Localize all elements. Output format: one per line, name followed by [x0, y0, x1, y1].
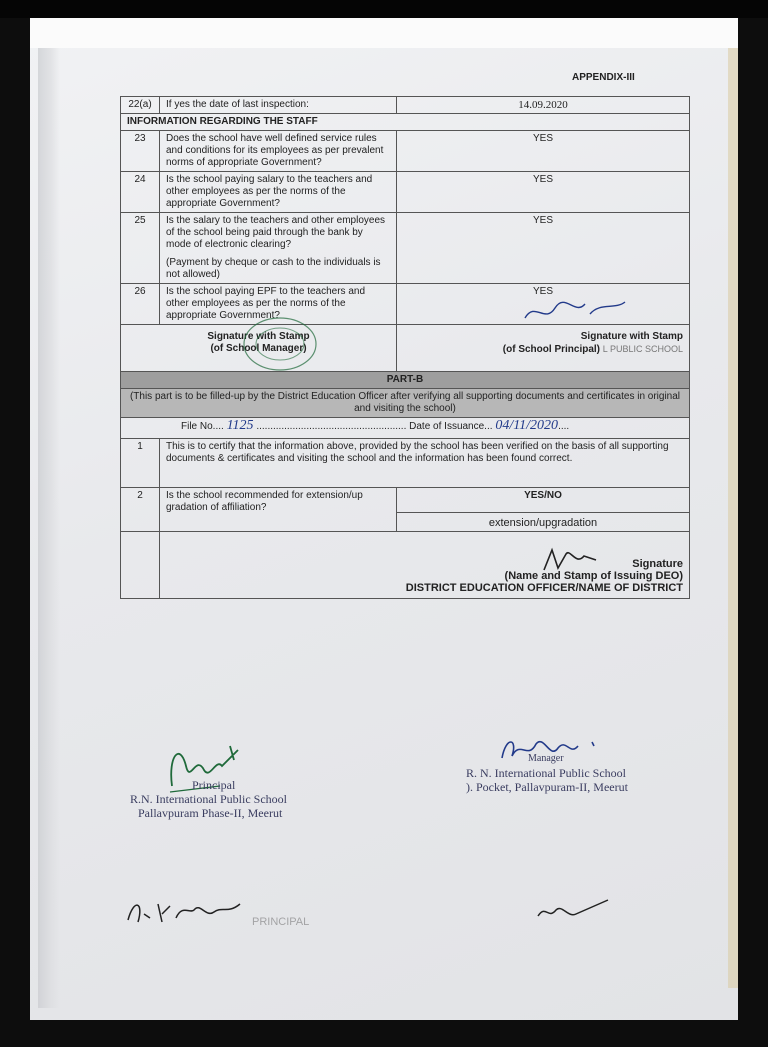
principal-signature-sub: (of School Principal) L PUBLIC SCHOOL	[502, 344, 683, 355]
table-row	[121, 439, 690, 488]
row-question-cell	[160, 213, 397, 284]
image-border-top	[0, 0, 768, 18]
certify-text: This is to certify that the information above, provided by the school has been verified on the basis of all supporting documents & certificates and visiting the school and the information has been found correct.	[160, 439, 690, 488]
row-answer: 14.09.2020	[397, 97, 690, 114]
page-top-edge	[30, 18, 738, 48]
issuance-date-label: Date of Issuance.	[409, 421, 487, 432]
row-number: 25	[121, 213, 160, 284]
deo-signature-row	[121, 532, 690, 599]
row-question: Is the school paying EPF to the teachers and other employees as per the norms of the appropriate Government?	[160, 284, 397, 325]
recommend-answer-detail: extension/upgradation	[397, 512, 689, 529]
table-row	[121, 488, 690, 532]
file-number-row	[121, 418, 690, 439]
issuance-date-value: 04/11/2020	[495, 418, 559, 433]
manager-block	[466, 752, 628, 794]
dk-shaw-signature	[122, 884, 252, 934]
signature-row	[121, 325, 690, 372]
row-answer: YES	[397, 213, 690, 284]
row-question: Is the school paying salary to the teachers and other employees as per the norms of the appropriate Government?	[160, 172, 397, 213]
document-page	[30, 18, 738, 1020]
page-side-strip	[728, 48, 738, 988]
section-header-row	[121, 114, 690, 131]
row-number: 24	[121, 172, 160, 213]
row-question: Does the school have well defined service rules and conditions for its employees as per prevalent norms of appropriate Government?	[160, 131, 397, 172]
recommend-answer-cell	[397, 488, 690, 532]
recommend-answer: YES/NO	[524, 490, 562, 501]
file-number-value: 1125	[226, 418, 254, 433]
stamp-impression	[240, 314, 320, 374]
deo-signature-cell	[160, 532, 690, 599]
table-row	[121, 213, 690, 284]
principal-signature-label: Signature with Stamp	[580, 331, 683, 342]
section-staff-title: INFORMATION REGARDING THE STAFF	[121, 114, 690, 131]
binding-margin	[38, 48, 60, 1008]
deo-signature-label: Signature	[632, 558, 683, 570]
row-answer: YES	[397, 131, 690, 172]
file-number-cell: File No.... 1125 ...................................................... Date of Issuance... 04/11/2020....	[121, 418, 690, 439]
manager-school: R. N. International Public School	[466, 766, 626, 780]
staff-info-table	[120, 96, 690, 599]
part-b-title: PART-B	[121, 372, 690, 389]
table-row	[121, 172, 690, 213]
principal-school: R.N. International Public School	[130, 792, 287, 806]
file-number-label: File No.	[181, 421, 216, 432]
row-answer: YES	[397, 172, 690, 213]
part-b-note: (This part is to be filled-up by the District Education Officer after verifying all supporting documents and certificates in original and visiting the school)	[121, 389, 690, 418]
principal-block	[130, 778, 287, 820]
table-row	[121, 97, 690, 114]
recommend-question: Is the school recommended for extension/up gradation of affiliation?	[160, 488, 397, 532]
part-b-title-row	[121, 372, 690, 389]
appendix-label: APPENDIX-III	[572, 72, 635, 83]
manager-title: Manager	[528, 753, 564, 764]
deo-stamp-label: (Name and Stamp of Issuing DEO)	[504, 570, 683, 582]
manager-address: ). Pocket, Pallavpuram-II, Meerut	[466, 780, 628, 794]
row-question: Is the salary to the teachers and other employees of the school being paid through the bank by mode of electronic clearing?	[166, 215, 386, 250]
row-note: (Payment by cheque or cash to the individuals is not allowed)	[166, 257, 381, 280]
row-number: 1	[121, 439, 160, 488]
part-b-note-row	[121, 389, 690, 418]
manager-signature-label: Signature with Stamp	[207, 331, 310, 342]
principal-signature-scribble	[520, 296, 630, 326]
deo-signature-scribble	[540, 546, 600, 576]
principal-title: Principal	[192, 778, 236, 792]
deo-district-label: DISTRICT EDUCATION OFFICER/NAME OF DISTRICT	[405, 582, 683, 594]
table-row	[121, 131, 690, 172]
faint-principal-stamp: PRINCIPAL	[252, 916, 310, 928]
principal-signature-cell	[397, 325, 690, 372]
bottom-right-scribble	[534, 896, 614, 926]
school-stamp-text: L PUBLIC SCHOOL	[602, 344, 683, 354]
principal-address: Pallavpuram Phase-II, Meerut	[138, 806, 283, 820]
row-answer: YES	[397, 284, 690, 325]
row-number: 2	[121, 488, 160, 532]
row-number: 26	[121, 284, 160, 325]
row-number: 23	[121, 131, 160, 172]
row-question: If yes the date of last inspection:	[160, 97, 397, 114]
manager-signature-sub: (of School Manager)	[210, 343, 307, 354]
row-number: 22(a)	[121, 97, 160, 114]
